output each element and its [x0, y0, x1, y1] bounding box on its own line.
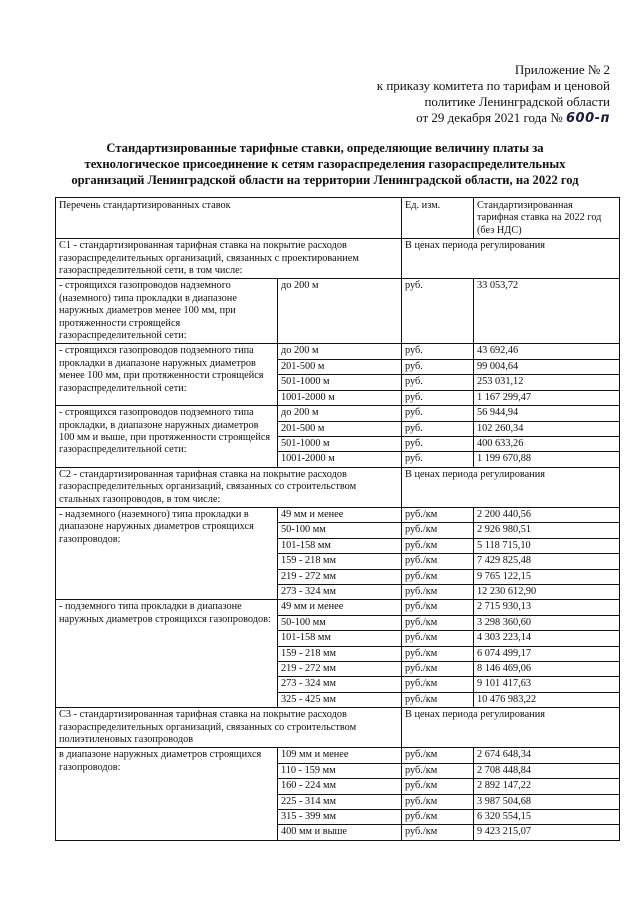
unit-cell: руб./км: [402, 825, 474, 840]
value-cell: 33 053,72: [474, 279, 620, 344]
section-row-c1: [56, 239, 620, 279]
value-cell: 253 031,12: [474, 375, 620, 390]
section-title: С1 - стандартизированная тарифная ставка на покрытие расходов газораспределительных организаций, связанных с проектированием газораспределительной сети, в том числе:: [56, 239, 402, 279]
range-cell: 1001-2000 м: [278, 390, 402, 405]
range-cell: 110 - 159 мм: [278, 763, 402, 778]
header-rate: Стандартизированная тарифная ставка на 2022 год (без НДС): [474, 198, 620, 239]
unit-cell: руб./км: [402, 677, 474, 692]
range-cell: 109 мм и менее: [278, 748, 402, 763]
header-unit: Ед. изм.: [402, 198, 474, 239]
value-cell: 7 429 825,48: [474, 554, 620, 569]
value-cell: 10 476 983,22: [474, 692, 620, 707]
unit-cell: руб./км: [402, 692, 474, 707]
value-cell: 8 146 469,06: [474, 662, 620, 677]
unit-cell: руб./км: [402, 507, 474, 522]
title-line: технологическое присоединение к сетям газораспределения газораспределительных: [84, 157, 566, 171]
range-cell: 315 - 399 мм: [278, 810, 402, 825]
unit-cell: руб.: [402, 390, 474, 405]
range-cell: 400 мм и выше: [278, 825, 402, 840]
unit-cell: руб./км: [402, 794, 474, 809]
table-row: [56, 748, 620, 763]
value-cell: 6 320 554,15: [474, 810, 620, 825]
unit-cell: руб./км: [402, 615, 474, 630]
group-label: в диапазоне наружных диаметров строящихся газопроводов:: [56, 748, 278, 840]
appendix-order-line: к приказу комитета по тарифам и ценовой: [376, 78, 610, 93]
unit-cell: руб./км: [402, 569, 474, 584]
range-cell: 273 - 324 мм: [278, 584, 402, 599]
value-cell: 9 423 215,07: [474, 825, 620, 840]
value-cell: 1 199 670,88: [474, 452, 620, 467]
unit-cell: руб./км: [402, 662, 474, 677]
value-cell: 9 765 122,15: [474, 569, 620, 584]
range-cell: 159 - 218 мм: [278, 554, 402, 569]
range-cell: 201-500 м: [278, 421, 402, 436]
range-cell: 273 - 324 мм: [278, 677, 402, 692]
range-cell: 160 - 224 мм: [278, 779, 402, 794]
unit-cell: руб./км: [402, 554, 474, 569]
table-header-row: [56, 198, 620, 239]
table-row: [56, 406, 620, 421]
value-cell: 2 926 980,51: [474, 523, 620, 538]
unit-cell: руб.: [402, 279, 474, 344]
range-cell: 501-1000 м: [278, 436, 402, 451]
unit-cell: руб.: [402, 406, 474, 421]
section-row-c2: [56, 467, 620, 507]
section-note: В ценах периода регулирования: [402, 467, 620, 507]
range-cell: 219 - 272 мм: [278, 569, 402, 584]
value-cell: 4 303 223,14: [474, 631, 620, 646]
value-cell: 2 708 448,84: [474, 763, 620, 778]
range-cell: 50-100 мм: [278, 615, 402, 630]
value-cell: 400 633,26: [474, 436, 620, 451]
range-cell: до 200 м: [278, 344, 402, 359]
unit-cell: руб.: [402, 375, 474, 390]
range-cell: 50-100 мм: [278, 523, 402, 538]
unit-cell: руб./км: [402, 523, 474, 538]
range-cell: 219 - 272 мм: [278, 662, 402, 677]
range-cell: до 200 м: [278, 279, 402, 344]
table-row: [56, 507, 620, 522]
unit-cell: руб.: [402, 359, 474, 374]
range-cell: 225 - 314 мм: [278, 794, 402, 809]
unit-cell: руб./км: [402, 538, 474, 553]
unit-cell: руб.: [402, 344, 474, 359]
table-row: [56, 279, 620, 344]
appendix-date-line: [330, 110, 610, 127]
group-label: - строящихся газопроводов подземного типа прокладки, в диапазоне наружных диаметров 100 мм и выше, при протяженности строящейся газораспределительной сети:: [56, 406, 278, 468]
range-cell: 49 мм и менее: [278, 507, 402, 522]
unit-cell: руб.: [402, 452, 474, 467]
value-cell: 43 692,46: [474, 344, 620, 359]
appendix-date: от 29 декабря 2021 года №: [416, 110, 566, 125]
group-label: - строящихся газопроводов надземного (наземного) типа прокладки в диапазоне наружных диаметров менее 100 мм, при протяженности строящейся газораспределительной сети:: [56, 279, 278, 344]
range-cell: 501-1000 м: [278, 375, 402, 390]
group-label: - строящихся газопроводов подземного типа прокладки в диапазоне наружных диаметров менее 100 мм, при протяженности строящейся газораспределительной сети:: [56, 344, 278, 406]
value-cell: 2 674 648,34: [474, 748, 620, 763]
range-cell: 101-158 мм: [278, 538, 402, 553]
section-note: В ценах периода регулирования: [402, 239, 620, 279]
table-row: [56, 600, 620, 615]
section-row-c3: [56, 708, 620, 748]
title-line: Стандартизированные тарифные ставки, определяющие величину платы за: [106, 141, 544, 155]
unit-cell: руб.: [402, 436, 474, 451]
unit-cell: руб./км: [402, 748, 474, 763]
value-cell: 2 200 440,56: [474, 507, 620, 522]
value-cell: 3 298 360,60: [474, 615, 620, 630]
value-cell: 6 074 499,17: [474, 646, 620, 661]
value-cell: 56 944,94: [474, 406, 620, 421]
document-title: [30, 140, 620, 188]
value-cell: 2 715 930,13: [474, 600, 620, 615]
section-title: С2 - стандартизированная тарифная ставка на покрытие расходов газораспределительных организаций, связанных со строительством стальных газопроводов, в том числе:: [56, 467, 402, 507]
value-cell: 5 118 715,10: [474, 538, 620, 553]
appendix-authority-line: политике Ленинградской области: [424, 94, 610, 109]
value-cell: 99 004,64: [474, 359, 620, 374]
unit-cell: руб./км: [402, 763, 474, 778]
range-cell: 1001-2000 м: [278, 452, 402, 467]
value-cell: 102 260,34: [474, 421, 620, 436]
unit-cell: руб./км: [402, 584, 474, 599]
section-note: В ценах периода регулирования: [402, 708, 620, 748]
value-cell: 1 167 299,47: [474, 390, 620, 405]
value-cell: 2 892 147,22: [474, 779, 620, 794]
value-cell: 9 101 417,63: [474, 677, 620, 692]
value-cell: 12 230 612,90: [474, 584, 620, 599]
table-row: [56, 344, 620, 359]
unit-cell: руб./км: [402, 646, 474, 661]
section-title: С3 - стандартизированная тарифная ставка на покрытие расходов газораспределительных организаций, связанных со строительством полиэтиленовых газопроводов: [56, 708, 402, 748]
value-cell: 3 987 504,68: [474, 794, 620, 809]
appendix-title: Приложение № 2: [514, 62, 610, 77]
group-label: - надземного (наземного) типа прокладки в диапазоне наружных диаметров строящихся газопроводов:: [56, 507, 278, 599]
unit-cell: руб./км: [402, 779, 474, 794]
range-cell: 201-500 м: [278, 359, 402, 374]
range-cell: 101-158 мм: [278, 631, 402, 646]
unit-cell: руб./км: [402, 600, 474, 615]
range-cell: 159 - 218 мм: [278, 646, 402, 661]
range-cell: до 200 м: [278, 406, 402, 421]
unit-cell: руб.: [402, 421, 474, 436]
unit-cell: руб./км: [402, 631, 474, 646]
unit-cell: руб./км: [402, 810, 474, 825]
title-line: организаций Ленинградской области на территории Ленинградской области, на 2022 год: [71, 173, 579, 187]
order-number-handwritten: 600-п: [565, 111, 610, 126]
rates-table: [55, 197, 620, 841]
header-list: Перечень стандартизированных ставок: [56, 198, 402, 239]
range-cell: 49 мм и менее: [278, 600, 402, 615]
range-cell: 325 - 425 мм: [278, 692, 402, 707]
appendix-block: [330, 62, 610, 127]
table-body: [56, 239, 620, 841]
group-label: - подземного типа прокладки в диапазоне наружных диаметров строящихся газопроводов:: [56, 600, 278, 708]
